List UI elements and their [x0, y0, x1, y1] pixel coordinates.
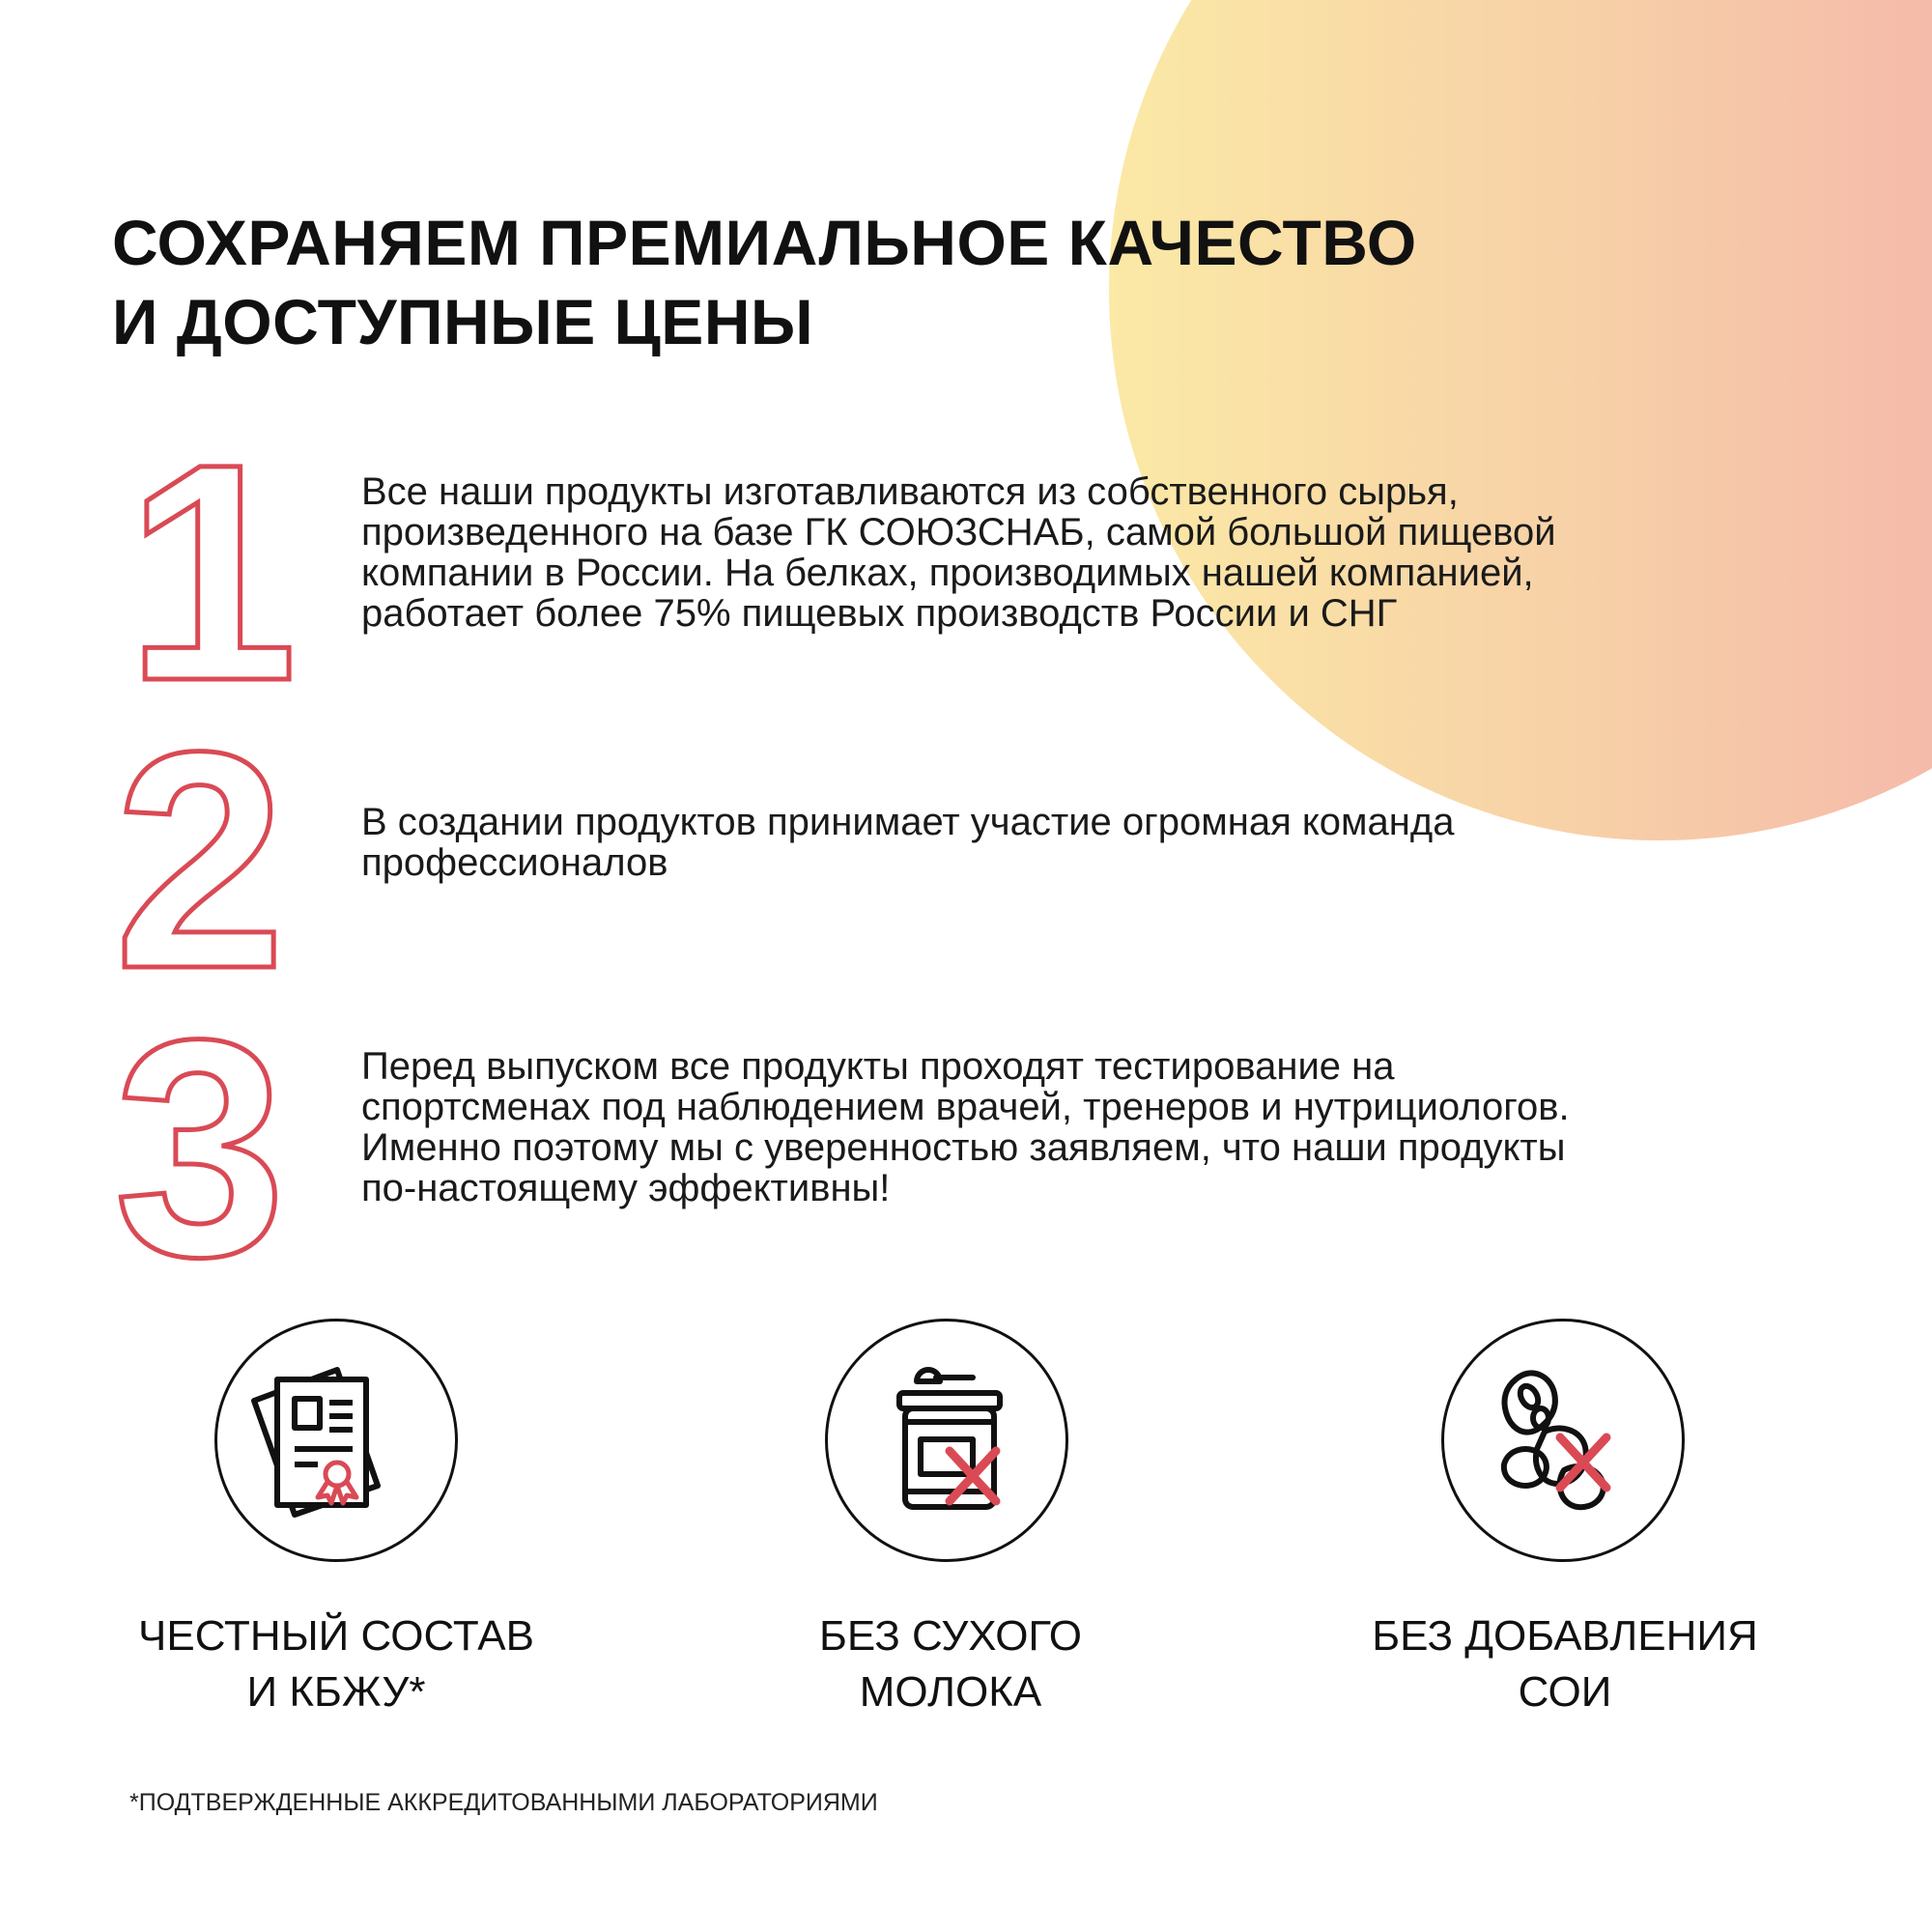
point-3-line: спортсменах под наблюдением врачей, тренеров и нутрициологов.	[361, 1086, 1570, 1128]
point-number-3: 3	[114, 975, 286, 1321]
point-3-line: Перед выпуском все продукты проходят тестирование на	[361, 1045, 1395, 1088]
footnote: *ПОДТВЕРЖДЕННЫЕ АККРЕДИТОВАННЫМИ ЛАБОРАТОРИЯМИ	[129, 1789, 878, 1816]
feature-label-1-line-1: ЧЕСТНЫЙ СОСТАВ	[138, 1612, 534, 1660]
page-title-line-2: И ДОСТУПНЫЕ ЦЕНЫ	[112, 286, 814, 357]
feature-label-3-line-1: БЕЗ ДОБАВЛЕНИЯ	[1372, 1612, 1758, 1660]
feature-label-2-line-2: МОЛОКА	[859, 1668, 1042, 1716]
page-title-line-1: СОХРАНЯЕМ ПРЕМИАЛЬНОЕ КАЧЕСТВО	[112, 207, 1417, 278]
feature-label-2-line-1: БЕЗ СУХОГО	[818, 1612, 1082, 1660]
gradient-circle-decoration	[1109, 0, 1932, 840]
feature-circle-3	[1441, 1319, 1685, 1562]
feature-label-2	[699, 1608, 1202, 1720]
feature-label-1	[85, 1608, 587, 1720]
feature-circle-2	[825, 1319, 1068, 1562]
no-milk-powder-icon	[828, 1321, 1071, 1565]
certificate-document-icon	[217, 1321, 461, 1565]
point-number-2: 2	[114, 687, 286, 1033]
feature-label-1-line-2: И КБЖУ*	[246, 1668, 426, 1716]
feature-label-3	[1314, 1608, 1816, 1720]
point-1-line: работает более 75% пищевых производств России и СНГ	[361, 592, 1398, 635]
point-3-line: Именно поэтому мы с уверенностью заявляем, что наши продукты	[361, 1126, 1566, 1169]
point-1-line: Все наши продукты изготавливаются из собственного сырья,	[361, 470, 1459, 513]
feature-label-3-line-2: СОИ	[1518, 1668, 1612, 1716]
no-soy-icon	[1444, 1321, 1688, 1565]
point-2-line: В создании продуктов принимает участие огромная команда	[361, 801, 1455, 843]
point-3-line: по-настоящему эффективны!	[361, 1167, 891, 1209]
point-2-line: профессионалов	[361, 841, 668, 884]
point-1-line: произведенного на базе ГК СОЮЗСНАБ, самой большой пищевой	[361, 511, 1556, 554]
point-text-3	[361, 1046, 1570, 1208]
point-text-1	[361, 471, 1556, 634]
point-1-line: компании в России. На белках, производимых нашей компанией,	[361, 552, 1534, 594]
page-title	[112, 203, 1417, 361]
feature-circle-1	[214, 1319, 458, 1562]
point-text-2	[361, 802, 1454, 883]
point-number-1: 1	[126, 399, 298, 745]
